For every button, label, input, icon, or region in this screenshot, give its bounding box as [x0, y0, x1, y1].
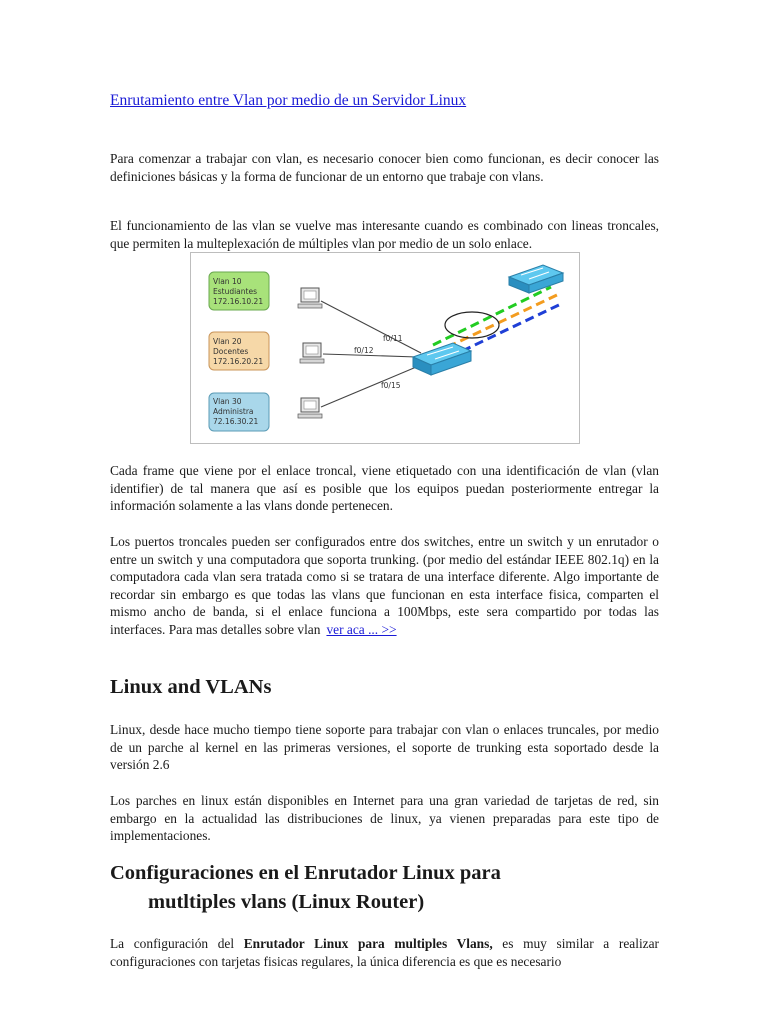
paragraph-linux-support: Linux, desde hace mucho tiempo tiene soporte para trabajar con vlan o enlaces truncales, por medio de un parche al kernel en las primeras versiones, el soporte de trunking esta soportado desde la versión 2.6	[110, 722, 659, 773]
heading-config-line-2: mutltiples vlans (Linux Router)	[148, 891, 425, 913]
port-label-f0-11: f0/11	[383, 334, 403, 343]
vlan-20-name: Vlan 20	[213, 337, 242, 346]
vlan-box-20	[209, 332, 269, 370]
heading-config-line-1: Configuraciones en el Enrutador Linux para	[110, 862, 501, 884]
vlan-30-desc: Administra	[213, 407, 254, 416]
router-config-bold: Enrutador Linux para multiples Vlans,	[243, 936, 493, 951]
paragraph-trunk-ports	[110, 533, 659, 639]
more-details-link[interactable]: ver aca ... >>	[326, 621, 397, 637]
title-link[interactable]: Enrutamiento entre Vlan por medio de un Servidor Linux	[110, 92, 467, 109]
vlan-box-10	[209, 272, 269, 310]
vlan-20-desc: Docentes	[213, 347, 249, 356]
vlan-10-ip: 172.16.10.21	[213, 297, 264, 306]
vlan-10-desc: Estudiantes	[213, 287, 257, 296]
computer-icon	[298, 288, 322, 308]
vlan-10-name: Vlan 10	[213, 277, 242, 286]
paragraph-frame-tagging: Cada frame que viene por el enlace troncal, viene etiquetado con una identificación de vlan (vlan identifier) de tal manera que así es posible que los equipos puedan posteriormente entregar la información solamente a las vlans donde pertenecen.	[110, 463, 659, 514]
computer-icon	[300, 343, 324, 363]
switch-icon	[509, 265, 563, 293]
paragraph-trunk-ports-text: Los puertos troncales pueden ser configurados entre dos switches, entre un switch y un enrutador o entre un switch y una computadora que soporta trunking. (por medio del estándar IEEE 802.1q) en la computadora cada vlan sera tratada como si se tratara de una interface diferente. Algo importante de recordar sin embargo es que todas las vlans que funcionan en esta interface fisica, comparten el mismo ancho de banda, si el enlace funciona a 100Mbps, este sera compartido por todas las interfaces. Para mas detalles sobre vlan	[110, 534, 659, 637]
vlan-box-30	[209, 393, 269, 431]
port-label-f0-15: f0/15	[381, 381, 401, 390]
vlan-network-diagram	[190, 252, 580, 444]
paragraph-intro: Para comenzar a trabajar con vlan, es necesario conocer bien como funcionan, es decir conocer las definiciones básicas y la forma de funcionar de un entorno que trabaje con vlans.	[110, 151, 659, 184]
paragraph-trunk-lines: El funcionamiento de las vlan se vuelve mas interesante cuando es combinado con lineas troncales, que permiten la multeplexación de múltiples vlan por medio de un solo enlace.	[110, 218, 659, 251]
port-label-f0-12: f0/12	[354, 346, 374, 355]
computer-icon	[298, 398, 322, 418]
vlan-30-name: Vlan 30	[213, 397, 242, 406]
vlan-30-ip: 72.16.30.21	[213, 417, 259, 426]
paragraph-router-config	[110, 935, 659, 970]
paragraph-router-config-start: La configuración del	[110, 936, 244, 951]
heading-linux-vlans: Linux and VLANs	[110, 676, 272, 698]
paragraph-router-config-end: es muy similar a realizar configuraciones con tarjetas fisicas regulares, la única diferencia es que es necesario	[110, 936, 660, 969]
vlan-20-ip: 172.16.20.21	[213, 357, 264, 366]
switch-icon	[413, 343, 471, 375]
paragraph-linux-patches: Los parches en linux están disponibles en Internet para una gran variedad de tarjetas de red, sin embargo en la actualidad las distribuciones de linux, ya vienen preparadas para este tipo de implementaciones.	[110, 793, 659, 844]
